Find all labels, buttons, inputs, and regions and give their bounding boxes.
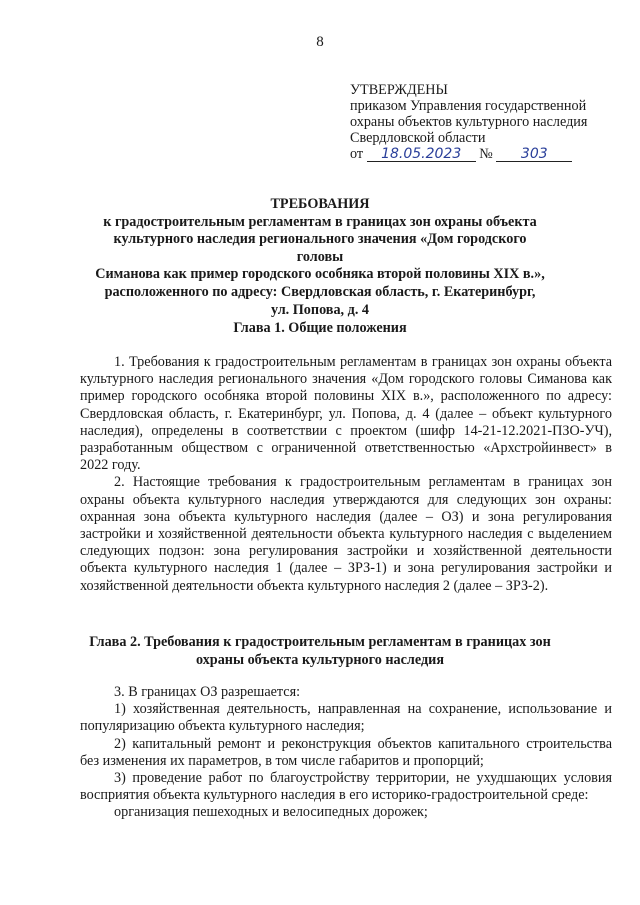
paragraph-3: 3. В границах ОЗ разрешается: xyxy=(114,684,301,700)
approval-authority-line: охраны объектов культурного наследия xyxy=(350,114,588,130)
chapter2-heading-line: Глава 2. Требования к градостроительным регламентам в границах зон xyxy=(89,634,551,650)
title-line: расположенного по адресу: Свердловская область, г. Екатеринбург, xyxy=(104,283,536,300)
paragraph-2: 2. Настоящие требования к градостроительным регламентам в границах зон охраны объекта культурного наследия утверждаются для следующих зон охраны: охранная зона объекта культурного наследия (далее – ОЗ) и зона регулирования застройки и хозяйственной деятельности объекта культурного наследия с выделением следующих подзон: зона регулирования застройки и хозяйственной деятельности объекта культурного наследия 1 (далее – ЗРЗ-1) и зона регулирования застройки и хозяйственной деятельности объекта культурного наследия 2 (далее – ЗРЗ-2). xyxy=(80,474,612,594)
list-item-2: 2) капитальный ремонт и реконструкция объектов капитального строительства без изменения их параметров, в том числе габаритов и пропорций; xyxy=(80,735,612,769)
approval-heading: УТВЕРЖДЕНЫ xyxy=(350,82,448,98)
list-item-1: 1) хозяйственная деятельность, направленная на сохранение, использование и популяризацию объекта культурного наследия; xyxy=(80,701,612,735)
approval-block xyxy=(350,82,620,162)
chapter1-heading: Глава 1. Общие положения xyxy=(233,320,407,336)
document-title xyxy=(90,196,550,319)
approval-date-number-line xyxy=(350,146,620,162)
chapter1-body xyxy=(80,354,612,595)
chapter2-heading xyxy=(70,634,570,669)
approval-authority-line: Свердловской области xyxy=(350,130,486,146)
title-line: к градостроительным регламентам в границах зон охраны объекта xyxy=(103,213,537,230)
page-number: 8 xyxy=(316,34,324,50)
title-line: культурного наследия регионального значения «Дом городского головы xyxy=(113,231,527,265)
date-label: от xyxy=(350,146,364,162)
approval-authority-line: приказом Управления государственной xyxy=(350,98,587,114)
sub-item-1: организация пешеходных и велосипедных дорожек; xyxy=(114,804,428,821)
title-line: ТРЕБОВАНИЯ xyxy=(270,196,370,212)
title-line: Симанова как пример городского особняка второй половины XIX в.», xyxy=(95,266,545,283)
handwritten-date: 18.05.2023 xyxy=(367,147,476,162)
handwritten-number: 303 xyxy=(496,147,572,162)
chapter2-body xyxy=(80,684,612,822)
title-line: ул. Попова, д. 4 xyxy=(270,301,370,318)
number-label: № xyxy=(479,146,493,162)
chapter2-heading-line: охраны объекта культурного наследия xyxy=(195,651,445,668)
list-item-3: 3) проведение работ по благоустройству территории, не ухудшающих условия восприятия объекта культурного наследия в его историко-градостроительной среде: xyxy=(80,770,612,804)
paragraph-1: 1. Требования к градостроительным регламентам в границах зон охраны объекта культурного наследия регионального значения «Дом городского головы Симанова как пример городского особняка второй половины XIX в.», расположенного по адресу: Свердловская область, г. Екатеринбург, ул. Попова, д. 4 (далее – объект культурного наследия), определены в соответствии с проектом (шифр 14-21-12.2021-ПЗО-УЧ), разработанным обществом с ограниченной ответственностью «Архстройинвест» в 2022 году. xyxy=(80,354,612,474)
